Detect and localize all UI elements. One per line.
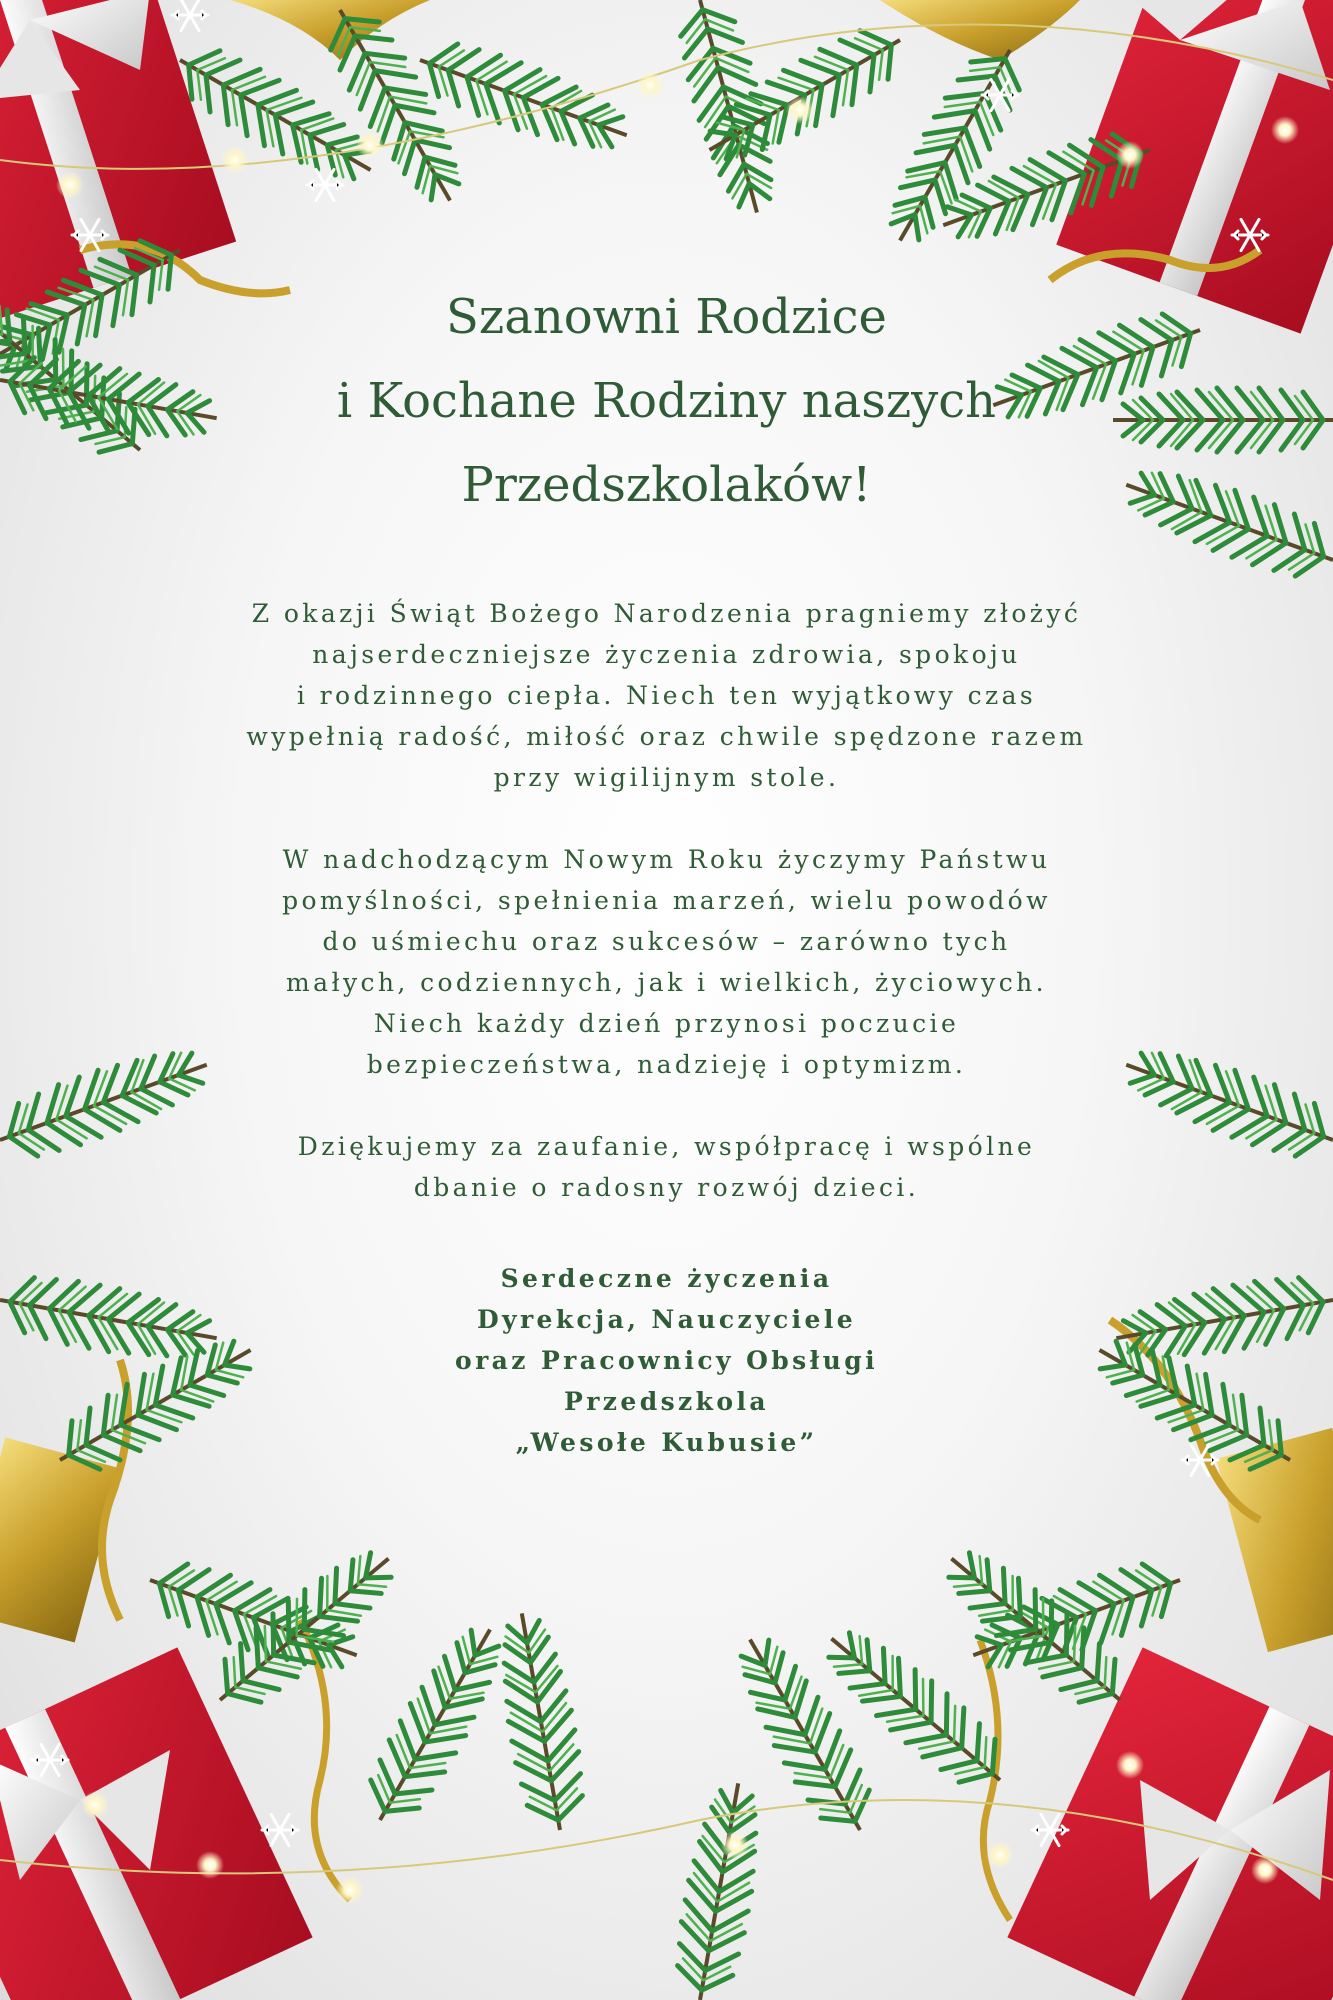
text-line: Dziękujemy za zaufanie, współpracę i wspólne xyxy=(297,1132,1036,1161)
signature-line: Serdeczne życzenia xyxy=(500,1264,833,1293)
text-line: Niech każdy dzień przynosi poczucie xyxy=(373,1009,960,1038)
signature-line: oraz Pracownicy Obsługi xyxy=(455,1346,878,1375)
text-line: bezpieczeństwa, nadzieję i optymizm. xyxy=(366,1050,967,1079)
thanks-paragraph xyxy=(140,1126,1193,1208)
gift-box-icon xyxy=(0,1438,313,2000)
text-line: pomyślności, spełnienia marzeń, wielu powodów xyxy=(282,886,1051,915)
text-line: do uśmiechu oraz sukcesów – zarówno tych xyxy=(322,927,1011,956)
text-line: przy wigilijnym stole. xyxy=(493,763,840,792)
greeting-text xyxy=(140,275,1193,1463)
title-line: Przedszkolaków! xyxy=(461,457,872,513)
text-line: dbanie o radosny rozwój dzieci. xyxy=(413,1173,920,1202)
gift-box-icon xyxy=(1007,1428,1333,2000)
signature-line: „Wesołe Kubusie” xyxy=(515,1428,818,1457)
text-line: i rodzinnego ciepła. Niech ten wyjątkowy czas xyxy=(296,681,1037,710)
title-line: Szanowni Rodzice xyxy=(446,289,887,345)
new-year-wishes-paragraph xyxy=(140,839,1193,1085)
greeting-title xyxy=(140,275,1193,527)
gift-box-icon xyxy=(0,0,236,319)
text-line: wypełnią radość, miłość oraz chwile spędzone razem xyxy=(246,722,1087,751)
signature-line: Przedszkola xyxy=(564,1387,769,1416)
christmas-wishes-paragraph xyxy=(140,593,1193,798)
text-line: małych, codziennych, jak i wielkich, życiowych. xyxy=(286,968,1047,997)
signature xyxy=(140,1258,1193,1463)
text-line: najserdeczniejsze życzenia zdrowia, spokoju xyxy=(312,640,1021,669)
title-line: i Kochane Rodziny naszych xyxy=(336,373,997,429)
text-line: Z okazji Świąt Bożego Narodzenia pragniemy złożyć xyxy=(251,599,1082,628)
signature-line: Dyrekcja, Nauczyciele xyxy=(476,1305,857,1334)
text-line: W nadchodzącym Nowym Roku życzymy Państwu xyxy=(282,845,1051,874)
